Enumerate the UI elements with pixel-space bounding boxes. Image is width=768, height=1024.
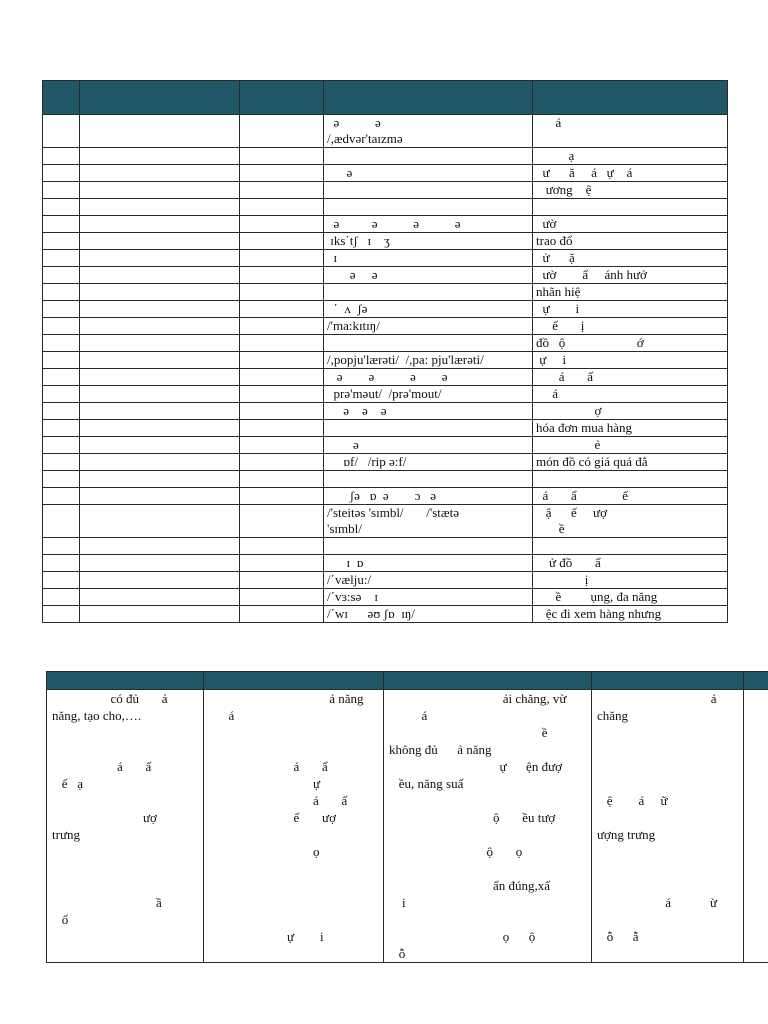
meaning-cell: ư ă á ự á bbox=[533, 165, 728, 182]
table-row bbox=[43, 284, 728, 301]
meaning-cell: ề ụng, đa năng bbox=[533, 589, 728, 606]
pronunciation-cell: /'steitəs 'sɪmbl/ /'stætə 'sɪmbl/ bbox=[324, 505, 533, 538]
word-cell bbox=[80, 606, 240, 623]
meaning-cell: ệc đi xem hàng nhưng bbox=[533, 606, 728, 623]
word-cell bbox=[80, 454, 240, 471]
meaning-cell: ườ bbox=[533, 216, 728, 233]
type-cell bbox=[240, 386, 324, 403]
word-cell bbox=[80, 369, 240, 386]
table-row bbox=[43, 420, 728, 437]
type-cell bbox=[240, 284, 324, 301]
meaning-cell: hóa đơn mua hàng bbox=[533, 420, 728, 437]
meaning-cell: đồ ộ ớ bbox=[533, 335, 728, 352]
pronunciation-cell bbox=[324, 199, 533, 216]
no-cell bbox=[43, 606, 80, 623]
no-cell bbox=[43, 148, 80, 165]
meaning-cell-3: ải chăng, vừ á ề không đủ ả năng ự ện đượ ều, năng suấ ộ ều tượ ộ ọ ẩn đúng,xấ i ọ ộ ỗ bbox=[384, 690, 592, 963]
pronunciation-cell: /΄wɪ əʊ ʃɒ ɪŋ/ bbox=[324, 606, 533, 623]
header-cell-word bbox=[80, 81, 240, 115]
pronunciation-cell bbox=[324, 420, 533, 437]
type-cell bbox=[240, 165, 324, 182]
word-cell bbox=[80, 505, 240, 538]
meaning-cell: á bbox=[533, 115, 728, 148]
pronunciation-cell: ɒf/ /rip ə:f/ bbox=[324, 454, 533, 471]
no-cell bbox=[43, 335, 80, 352]
table-row bbox=[43, 555, 728, 572]
word-cell bbox=[80, 199, 240, 216]
type-cell bbox=[240, 589, 324, 606]
meaning-cell: ợ bbox=[533, 403, 728, 420]
no-cell bbox=[43, 572, 80, 589]
no-cell bbox=[43, 403, 80, 420]
no-cell bbox=[43, 589, 80, 606]
meaning-cell bbox=[533, 471, 728, 488]
type-cell bbox=[240, 148, 324, 165]
header-cell-pronunciation bbox=[324, 81, 533, 115]
no-cell bbox=[43, 352, 80, 369]
word-cell bbox=[80, 420, 240, 437]
no-cell bbox=[43, 284, 80, 301]
word-cell bbox=[80, 488, 240, 505]
type-cell bbox=[240, 233, 324, 250]
pronunciation-cell: prə'məut/ /prə'mout/ bbox=[324, 386, 533, 403]
meaning-cell: ự i bbox=[533, 301, 728, 318]
word-cell bbox=[80, 165, 240, 182]
pronunciation-cell: /΄vælju:/ bbox=[324, 572, 533, 589]
pronunciation-cell: ə bbox=[324, 437, 533, 454]
word-cell bbox=[80, 115, 240, 148]
type-cell bbox=[240, 352, 324, 369]
word-cell bbox=[80, 182, 240, 199]
vocabulary-table-header bbox=[43, 81, 728, 115]
pronunciation-cell bbox=[324, 148, 533, 165]
meaning-cell bbox=[533, 538, 728, 555]
word-cell bbox=[80, 233, 240, 250]
type-cell bbox=[240, 606, 324, 623]
header-cell-3 bbox=[384, 672, 592, 690]
type-cell bbox=[240, 216, 324, 233]
type-cell bbox=[240, 420, 324, 437]
word-cell bbox=[80, 386, 240, 403]
pronunciation-cell bbox=[324, 182, 533, 199]
word-cell bbox=[80, 555, 240, 572]
pronunciation-cell: ə ə ə bbox=[324, 403, 533, 420]
type-cell bbox=[240, 199, 324, 216]
no-cell bbox=[43, 437, 80, 454]
no-cell bbox=[43, 233, 80, 250]
no-cell bbox=[43, 505, 80, 538]
no-cell bbox=[43, 386, 80, 403]
pronunciation-cell: ə ə /,ædvər'taɪzmə bbox=[324, 115, 533, 148]
no-cell bbox=[43, 301, 80, 318]
pronunciation-cell: ɪks΄tʃ ɪ ʒ bbox=[324, 233, 533, 250]
vocabulary-table bbox=[42, 80, 728, 623]
table-row bbox=[43, 437, 728, 454]
type-cell bbox=[240, 318, 324, 335]
header-cell-no bbox=[43, 81, 80, 115]
meaning-cell: ẻ bbox=[533, 437, 728, 454]
table-row bbox=[43, 182, 728, 199]
table-row bbox=[43, 216, 728, 233]
no-cell bbox=[43, 115, 80, 148]
type-cell bbox=[240, 115, 324, 148]
meaning-comparison-table bbox=[46, 671, 768, 963]
table-row bbox=[43, 488, 728, 505]
word-cell bbox=[80, 538, 240, 555]
no-cell bbox=[43, 420, 80, 437]
no-cell bbox=[43, 454, 80, 471]
table-row bbox=[43, 572, 728, 589]
type-cell bbox=[240, 403, 324, 420]
meaning-cell: ườ ẩ ánh hưở bbox=[533, 267, 728, 284]
meaning-cell-2: ả năng á á ẩ ự á ấ ể ượ ọ ự i bbox=[204, 690, 384, 963]
table-row bbox=[43, 148, 728, 165]
word-cell bbox=[80, 267, 240, 284]
table-row bbox=[43, 301, 728, 318]
type-cell bbox=[240, 437, 324, 454]
meaning-cell: ị bbox=[533, 572, 728, 589]
header-cell-1 bbox=[47, 672, 204, 690]
no-cell bbox=[43, 369, 80, 386]
header-cell-type bbox=[240, 81, 324, 115]
header-cell-meaning bbox=[533, 81, 728, 115]
word-cell bbox=[80, 301, 240, 318]
word-cell bbox=[80, 352, 240, 369]
meaning-cell bbox=[533, 199, 728, 216]
table-row bbox=[43, 267, 728, 284]
table-row bbox=[43, 471, 728, 488]
pronunciation-cell: ə ə ə ə bbox=[324, 369, 533, 386]
meaning-table-header bbox=[47, 672, 768, 690]
meaning-cell-4: ả chăng ệ á ữ ượng trưng á ừ ỗ ẫ bbox=[592, 690, 744, 963]
table-row bbox=[43, 369, 728, 386]
meaning-cell-1: có đủ ả năng, tạo cho,…. á ấ ế ạ ượ trưng ầ ố bbox=[47, 690, 204, 963]
table-row bbox=[43, 318, 728, 335]
no-cell bbox=[43, 182, 80, 199]
pronunciation-cell: ʃə ɒ ə ɔ ə bbox=[324, 488, 533, 505]
type-cell bbox=[240, 488, 324, 505]
pronunciation-cell: ɪ ɒ bbox=[324, 555, 533, 572]
type-cell bbox=[240, 538, 324, 555]
no-cell bbox=[43, 250, 80, 267]
word-cell bbox=[80, 471, 240, 488]
pronunciation-cell bbox=[324, 538, 533, 555]
meaning-cell: ử đồ ẩ bbox=[533, 555, 728, 572]
meaning-cell: ử ặ bbox=[533, 250, 728, 267]
table-row bbox=[43, 454, 728, 471]
meaning-cell: á ẩ ế bbox=[533, 488, 728, 505]
meaning-cell: á ấ bbox=[533, 369, 728, 386]
no-cell bbox=[43, 488, 80, 505]
header-cell-5 bbox=[744, 672, 768, 690]
pronunciation-cell bbox=[324, 335, 533, 352]
word-cell bbox=[80, 148, 240, 165]
table-row bbox=[43, 115, 728, 148]
type-cell bbox=[240, 454, 324, 471]
meaning-cell: ương ệ bbox=[533, 182, 728, 199]
pronunciation-cell bbox=[324, 471, 533, 488]
table-row bbox=[43, 606, 728, 623]
table-row bbox=[43, 403, 728, 420]
type-cell bbox=[240, 555, 324, 572]
no-cell bbox=[43, 267, 80, 284]
no-cell bbox=[43, 318, 80, 335]
word-cell bbox=[80, 403, 240, 420]
no-cell bbox=[43, 555, 80, 572]
type-cell bbox=[240, 335, 324, 352]
type-cell bbox=[240, 182, 324, 199]
table-row bbox=[43, 335, 728, 352]
word-cell bbox=[80, 589, 240, 606]
type-cell bbox=[240, 301, 324, 318]
header-cell-2 bbox=[204, 672, 384, 690]
word-cell bbox=[80, 250, 240, 267]
word-cell bbox=[80, 335, 240, 352]
pronunciation-cell: ə ə ə ə bbox=[324, 216, 533, 233]
meaning-cell: ế ị bbox=[533, 318, 728, 335]
table-row bbox=[43, 250, 728, 267]
pronunciation-cell: ə bbox=[324, 165, 533, 182]
pronunciation-cell: /'ma:kɪtɪŋ/ bbox=[324, 318, 533, 335]
meaning-cell-5 bbox=[744, 690, 768, 963]
no-cell bbox=[43, 471, 80, 488]
type-cell bbox=[240, 471, 324, 488]
type-cell bbox=[240, 505, 324, 538]
meaning-cell: ự i bbox=[533, 352, 728, 369]
meaning-cell: trao đổ bbox=[533, 233, 728, 250]
table-row bbox=[43, 505, 728, 538]
no-cell bbox=[43, 199, 80, 216]
table-row bbox=[43, 199, 728, 216]
meaning-cell: ạ bbox=[533, 148, 728, 165]
type-cell bbox=[240, 250, 324, 267]
table-row bbox=[43, 386, 728, 403]
no-cell bbox=[43, 216, 80, 233]
table-row bbox=[43, 352, 728, 369]
meaning-table-row bbox=[47, 690, 768, 963]
pronunciation-cell: ɪ bbox=[324, 250, 533, 267]
meaning-cell: ậ ế ượ ề bbox=[533, 505, 728, 538]
word-cell bbox=[80, 318, 240, 335]
word-cell bbox=[80, 437, 240, 454]
no-cell bbox=[43, 538, 80, 555]
word-cell bbox=[80, 216, 240, 233]
table-row bbox=[43, 589, 728, 606]
type-cell bbox=[240, 572, 324, 589]
header-cell-4 bbox=[592, 672, 744, 690]
meaning-cell: nhãn hiệ bbox=[533, 284, 728, 301]
pronunciation-cell: ə ə bbox=[324, 267, 533, 284]
table-row bbox=[43, 165, 728, 182]
pronunciation-cell: ΄ ʌ ʃə bbox=[324, 301, 533, 318]
no-cell bbox=[43, 165, 80, 182]
pronunciation-cell bbox=[324, 284, 533, 301]
word-cell bbox=[80, 284, 240, 301]
meaning-cell: á bbox=[533, 386, 728, 403]
meaning-cell: món đồ có giá quá đắ bbox=[533, 454, 728, 471]
table-row bbox=[43, 538, 728, 555]
pronunciation-cell: /,popju'lærəti/ /,pa: pju'lærəti/ bbox=[324, 352, 533, 369]
table-row bbox=[43, 233, 728, 250]
word-cell bbox=[80, 572, 240, 589]
type-cell bbox=[240, 369, 324, 386]
type-cell bbox=[240, 267, 324, 284]
pronunciation-cell: /΄vɜ:sə ɪ bbox=[324, 589, 533, 606]
